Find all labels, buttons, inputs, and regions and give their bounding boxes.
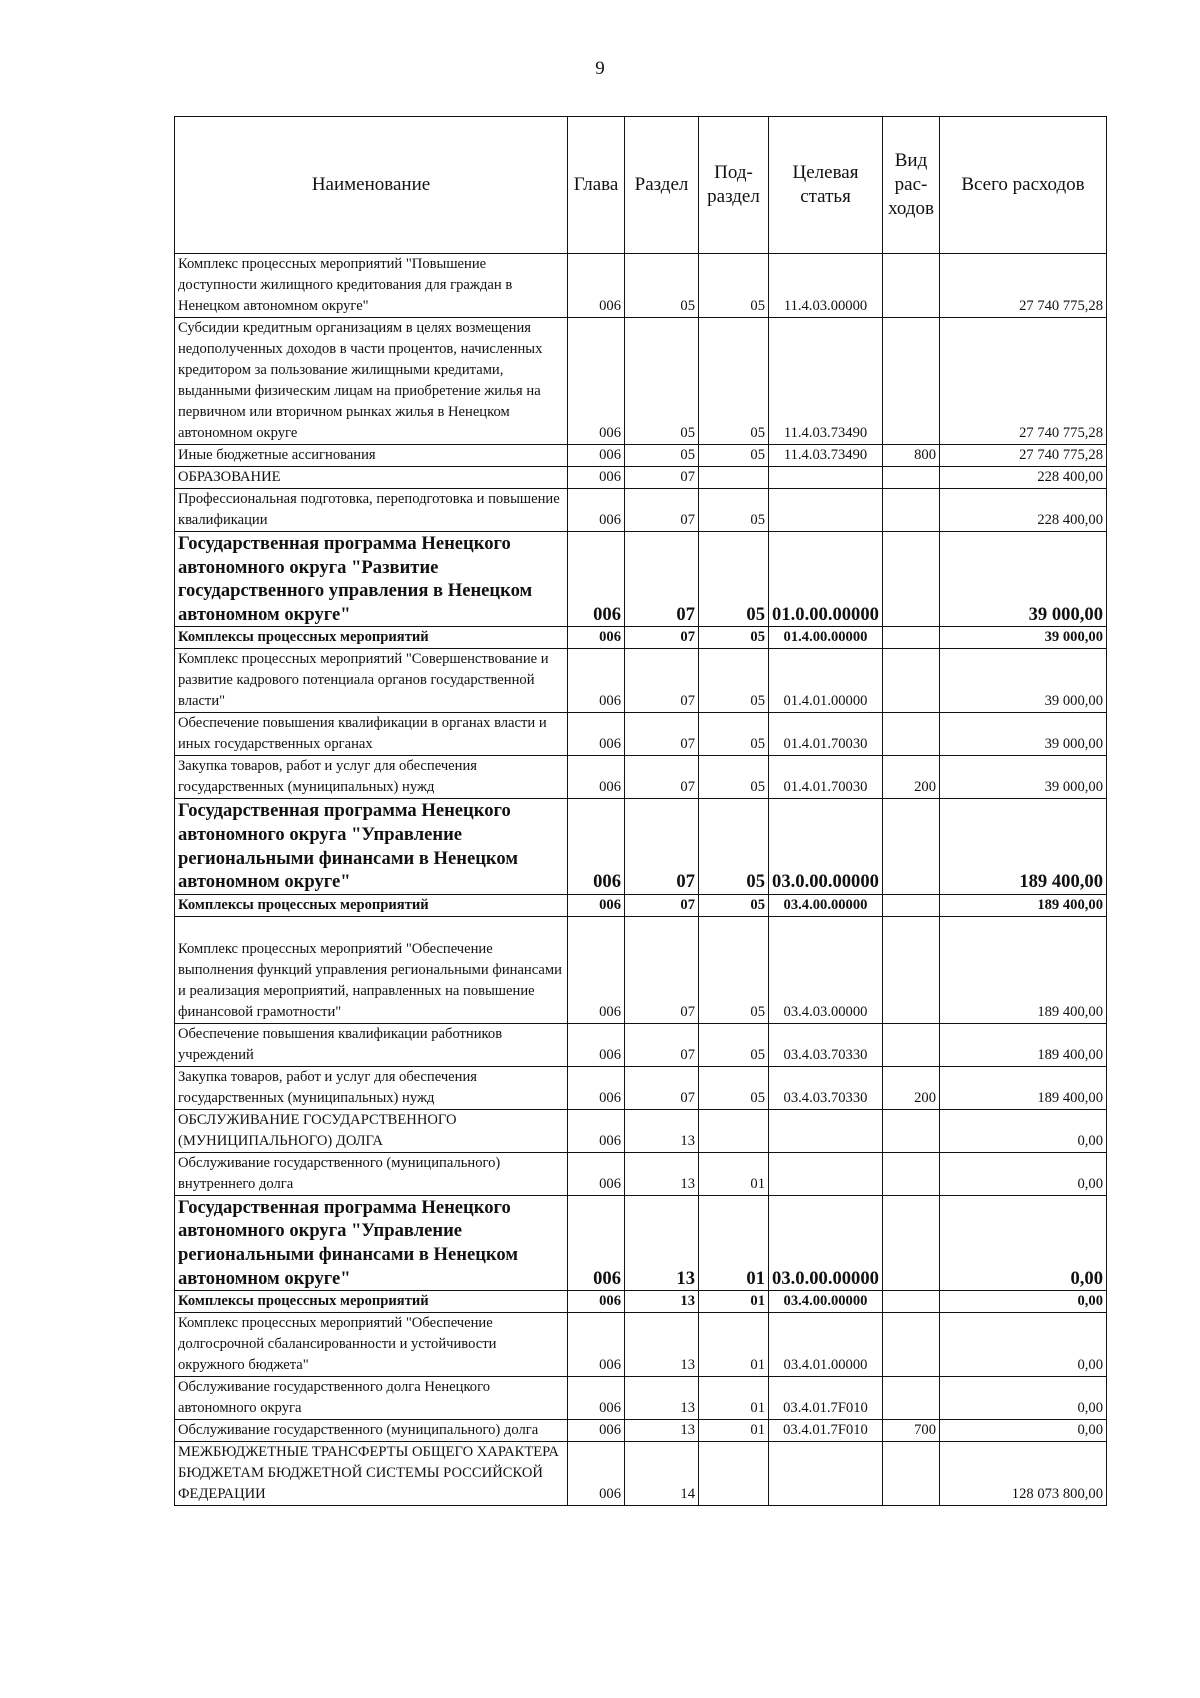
row-target — [769, 467, 883, 489]
table-row — [175, 1420, 1107, 1442]
row-total: 128 073 800,00 — [940, 1442, 1107, 1506]
row-target: 03.4.01.00000 — [769, 1313, 883, 1377]
row-subsection: 01 — [699, 1313, 769, 1377]
row-subsection: 05 — [699, 445, 769, 467]
row-chapter: 006 — [568, 1109, 625, 1152]
row-target: 03.4.00.00000 — [769, 894, 883, 916]
row-subsection: 05 — [699, 318, 769, 445]
row-name: Обеспечение повышения квалификации работников учреждений — [175, 1023, 568, 1066]
row-subsection: 05 — [699, 1023, 769, 1066]
row-subsection — [699, 1442, 769, 1506]
row-subsection: 05 — [699, 713, 769, 756]
row-subsection: 05 — [699, 649, 769, 713]
row-section: 07 — [625, 713, 699, 756]
row-chapter: 006 — [568, 532, 625, 627]
table-row — [175, 318, 1107, 445]
row-name: ОБРАЗОВАНИЕ — [175, 467, 568, 489]
header-chapter: Глава — [568, 117, 625, 254]
row-section: 07 — [625, 1023, 699, 1066]
row-kind — [883, 1442, 940, 1506]
table-row — [175, 1377, 1107, 1420]
row-kind — [883, 1152, 940, 1195]
row-total: 0,00 — [940, 1420, 1107, 1442]
row-total: 189 400,00 — [940, 799, 1107, 894]
row-name: Государственная программа Ненецкого автономного округа "Управление региональными финансами в Ненецком автономном округе" — [175, 1195, 568, 1290]
table-row — [175, 627, 1107, 649]
row-subsection: 05 — [699, 894, 769, 916]
header-target: Целевая статья — [769, 117, 883, 254]
row-target: 11.4.03.00000 — [769, 254, 883, 318]
row-total: 39 000,00 — [940, 649, 1107, 713]
row-target: 01.4.01.00000 — [769, 649, 883, 713]
row-kind — [883, 318, 940, 445]
row-kind — [883, 916, 940, 1023]
header-name: Наименование — [175, 117, 568, 254]
row-kind — [883, 1023, 940, 1066]
row-target: 11.4.03.73490 — [769, 445, 883, 467]
row-section: 13 — [625, 1420, 699, 1442]
row-total: 189 400,00 — [940, 1023, 1107, 1066]
table-row — [175, 467, 1107, 489]
row-target: 03.4.00.00000 — [769, 1291, 883, 1313]
row-subsection: 05 — [699, 254, 769, 318]
row-total: 39 000,00 — [940, 713, 1107, 756]
table-row — [175, 894, 1107, 916]
row-subsection: 05 — [699, 756, 769, 799]
table-row — [175, 649, 1107, 713]
row-subsection: 01 — [699, 1377, 769, 1420]
row-name: Комплексы процессных мероприятий — [175, 627, 568, 649]
row-chapter: 006 — [568, 799, 625, 894]
table-row — [175, 1023, 1107, 1066]
header-kind: Вид рас-ходов — [883, 117, 940, 254]
header-total: Всего расходов — [940, 117, 1107, 254]
row-total: 189 400,00 — [940, 894, 1107, 916]
row-section: 13 — [625, 1109, 699, 1152]
row-chapter: 006 — [568, 916, 625, 1023]
row-target: 03.4.01.7F010 — [769, 1420, 883, 1442]
row-name: Комплекс процессных мероприятий "Совершенствование и развитие кадрового потенциала органов государственной власти" — [175, 649, 568, 713]
row-kind — [883, 649, 940, 713]
row-name: ОБСЛУЖИВАНИЕ ГОСУДАРСТВЕННОГО (МУНИЦИПАЛЬНОГО) ДОЛГА — [175, 1109, 568, 1152]
row-kind — [883, 489, 940, 532]
row-target: 03.4.03.70330 — [769, 1066, 883, 1109]
row-section: 07 — [625, 489, 699, 532]
table-row — [175, 532, 1107, 627]
row-kind — [883, 799, 940, 894]
header-row — [175, 117, 1107, 254]
row-total: 39 000,00 — [940, 627, 1107, 649]
row-chapter: 006 — [568, 627, 625, 649]
row-kind — [883, 1109, 940, 1152]
row-section: 14 — [625, 1442, 699, 1506]
row-chapter: 006 — [568, 649, 625, 713]
row-kind: 800 — [883, 445, 940, 467]
header-section: Раздел — [625, 117, 699, 254]
row-name: Иные бюджетные ассигнования — [175, 445, 568, 467]
row-chapter: 006 — [568, 254, 625, 318]
row-chapter: 006 — [568, 1152, 625, 1195]
row-total: 39 000,00 — [940, 756, 1107, 799]
row-name: Закупка товаров, работ и услуг для обеспечения государственных (муниципальных) нужд — [175, 1066, 568, 1109]
row-total: 27 740 775,28 — [940, 318, 1107, 445]
row-section: 13 — [625, 1291, 699, 1313]
row-name: Обеспечение повышения квалификации в органах власти и иных государственных органах — [175, 713, 568, 756]
row-name: Комплекс процессных мероприятий "Обеспечение выполнения функций управления региональными финансами и реализация мероприятий, направленных на повышение финансовой грамотности" — [175, 916, 568, 1023]
row-target — [769, 1152, 883, 1195]
row-name: Государственная программа Ненецкого автономного округа "Развитие государственного управления в Ненецком автономном округе" — [175, 532, 568, 627]
row-section: 07 — [625, 1066, 699, 1109]
row-target: 03.4.03.70330 — [769, 1023, 883, 1066]
row-kind: 200 — [883, 1066, 940, 1109]
row-subsection: 05 — [699, 799, 769, 894]
row-section: 13 — [625, 1152, 699, 1195]
row-subsection: 05 — [699, 627, 769, 649]
row-chapter: 006 — [568, 1377, 625, 1420]
row-section: 07 — [625, 649, 699, 713]
row-total: 0,00 — [940, 1109, 1107, 1152]
page-number: 9 — [595, 58, 605, 79]
row-kind: 200 — [883, 756, 940, 799]
row-subsection — [699, 467, 769, 489]
row-total: 27 740 775,28 — [940, 254, 1107, 318]
row-chapter: 006 — [568, 756, 625, 799]
table-row — [175, 1066, 1107, 1109]
row-section: 13 — [625, 1313, 699, 1377]
row-target: 03.4.03.00000 — [769, 916, 883, 1023]
row-name: Обслуживание государственного долга Ненецкого автономного округа — [175, 1377, 568, 1420]
budget-table — [174, 116, 1107, 1506]
table-row — [175, 1195, 1107, 1290]
row-kind — [883, 1291, 940, 1313]
row-chapter: 006 — [568, 489, 625, 532]
row-section: 07 — [625, 799, 699, 894]
row-name: Государственная программа Ненецкого автономного округа "Управление региональными финансами в Ненецком автономном округе" — [175, 799, 568, 894]
row-name: Комплекс процессных мероприятий "Повышение доступности жилищного кредитования для граждан в Ненецком автономном округе" — [175, 254, 568, 318]
header-subsection: Под-раздел — [699, 117, 769, 254]
row-section: 05 — [625, 445, 699, 467]
row-chapter: 006 — [568, 1023, 625, 1066]
row-name: Закупка товаров, работ и услуг для обеспечения государственных (муниципальных) нужд — [175, 756, 568, 799]
row-target: 01.4.00.00000 — [769, 627, 883, 649]
row-subsection: 01 — [699, 1420, 769, 1442]
table-row — [175, 1152, 1107, 1195]
row-name: Комплексы процессных мероприятий — [175, 1291, 568, 1313]
row-section: 07 — [625, 467, 699, 489]
row-subsection: 05 — [699, 1066, 769, 1109]
row-total: 228 400,00 — [940, 489, 1107, 532]
row-subsection: 05 — [699, 916, 769, 1023]
row-total: 0,00 — [940, 1291, 1107, 1313]
row-subsection: 01 — [699, 1152, 769, 1195]
table-row — [175, 1109, 1107, 1152]
row-kind — [883, 1195, 940, 1290]
row-name: Комплекс процессных мероприятий "Обеспечение долгосрочной сбалансированности и устойчивости окружного бюджета" — [175, 1313, 568, 1377]
row-total: 189 400,00 — [940, 916, 1107, 1023]
row-kind — [883, 713, 940, 756]
row-target: 03.4.01.7F010 — [769, 1377, 883, 1420]
row-kind — [883, 467, 940, 489]
row-chapter: 006 — [568, 467, 625, 489]
table-row — [175, 254, 1107, 318]
row-total: 0,00 — [940, 1313, 1107, 1377]
row-subsection: 05 — [699, 489, 769, 532]
row-section: 07 — [625, 756, 699, 799]
row-subsection — [699, 1109, 769, 1152]
row-total: 0,00 — [940, 1152, 1107, 1195]
row-section: 07 — [625, 916, 699, 1023]
row-subsection: 01 — [699, 1195, 769, 1290]
row-target: 03.0.00.00000 — [769, 1195, 883, 1290]
row-name: МЕЖБЮДЖЕТНЫЕ ТРАНСФЕРТЫ ОБЩЕГО ХАРАКТЕРА БЮДЖЕТАМ БЮДЖЕТНОЙ СИСТЕМЫ РОССИЙСКОЙ ФЕДЕРАЦИИ — [175, 1442, 568, 1506]
row-chapter: 006 — [568, 445, 625, 467]
row-name: Обслуживание государственного (муниципального) долга — [175, 1420, 568, 1442]
row-section: 07 — [625, 627, 699, 649]
row-section: 13 — [625, 1195, 699, 1290]
row-target: 01.0.00.00000 — [769, 532, 883, 627]
row-total: 189 400,00 — [940, 1066, 1107, 1109]
row-chapter: 006 — [568, 318, 625, 445]
row-chapter: 006 — [568, 1066, 625, 1109]
table-row — [175, 799, 1107, 894]
row-section: 05 — [625, 318, 699, 445]
table-row — [175, 916, 1107, 1023]
row-target: 11.4.03.73490 — [769, 318, 883, 445]
row-kind — [883, 254, 940, 318]
table-row — [175, 445, 1107, 467]
row-section: 05 — [625, 254, 699, 318]
row-target: 01.4.01.70030 — [769, 756, 883, 799]
row-name: Комплексы процессных мероприятий — [175, 894, 568, 916]
row-name: Обслуживание государственного (муниципального) внутреннего долга — [175, 1152, 568, 1195]
row-target — [769, 1442, 883, 1506]
row-target — [769, 489, 883, 532]
row-name: Субсидии кредитным организациям в целях возмещения недополученных доходов в части процентов, начисленных кредитором за пользование жилищными кредитами, выданными физическим лицам на приобретение жилья на первичном или вторичном рынках жилья в Ненецком автономном округе — [175, 318, 568, 445]
row-chapter: 006 — [568, 713, 625, 756]
row-name: Профессиональная подготовка, переподготовка и повышение квалификации — [175, 489, 568, 532]
row-kind — [883, 1377, 940, 1420]
row-total: 0,00 — [940, 1377, 1107, 1420]
table-row — [175, 756, 1107, 799]
row-kind — [883, 1313, 940, 1377]
row-chapter: 006 — [568, 1420, 625, 1442]
row-section: 13 — [625, 1377, 699, 1420]
row-total: 0,00 — [940, 1195, 1107, 1290]
row-kind — [883, 627, 940, 649]
row-chapter: 006 — [568, 1442, 625, 1506]
row-target: 01.4.01.70030 — [769, 713, 883, 756]
row-total: 39 000,00 — [940, 532, 1107, 627]
row-section: 07 — [625, 532, 699, 627]
table-row — [175, 713, 1107, 756]
row-total: 27 740 775,28 — [940, 445, 1107, 467]
row-target: 03.0.00.00000 — [769, 799, 883, 894]
row-chapter: 006 — [568, 1291, 625, 1313]
table-row — [175, 1442, 1107, 1506]
row-subsection: 01 — [699, 1291, 769, 1313]
row-section: 07 — [625, 894, 699, 916]
row-chapter: 006 — [568, 1313, 625, 1377]
row-total: 228 400,00 — [940, 467, 1107, 489]
row-chapter: 006 — [568, 894, 625, 916]
row-kind — [883, 894, 940, 916]
table-row — [175, 1313, 1107, 1377]
table-row — [175, 1291, 1107, 1313]
row-kind — [883, 532, 940, 627]
row-chapter: 006 — [568, 1195, 625, 1290]
row-kind: 700 — [883, 1420, 940, 1442]
row-subsection: 05 — [699, 532, 769, 627]
table-row — [175, 489, 1107, 532]
row-target — [769, 1109, 883, 1152]
